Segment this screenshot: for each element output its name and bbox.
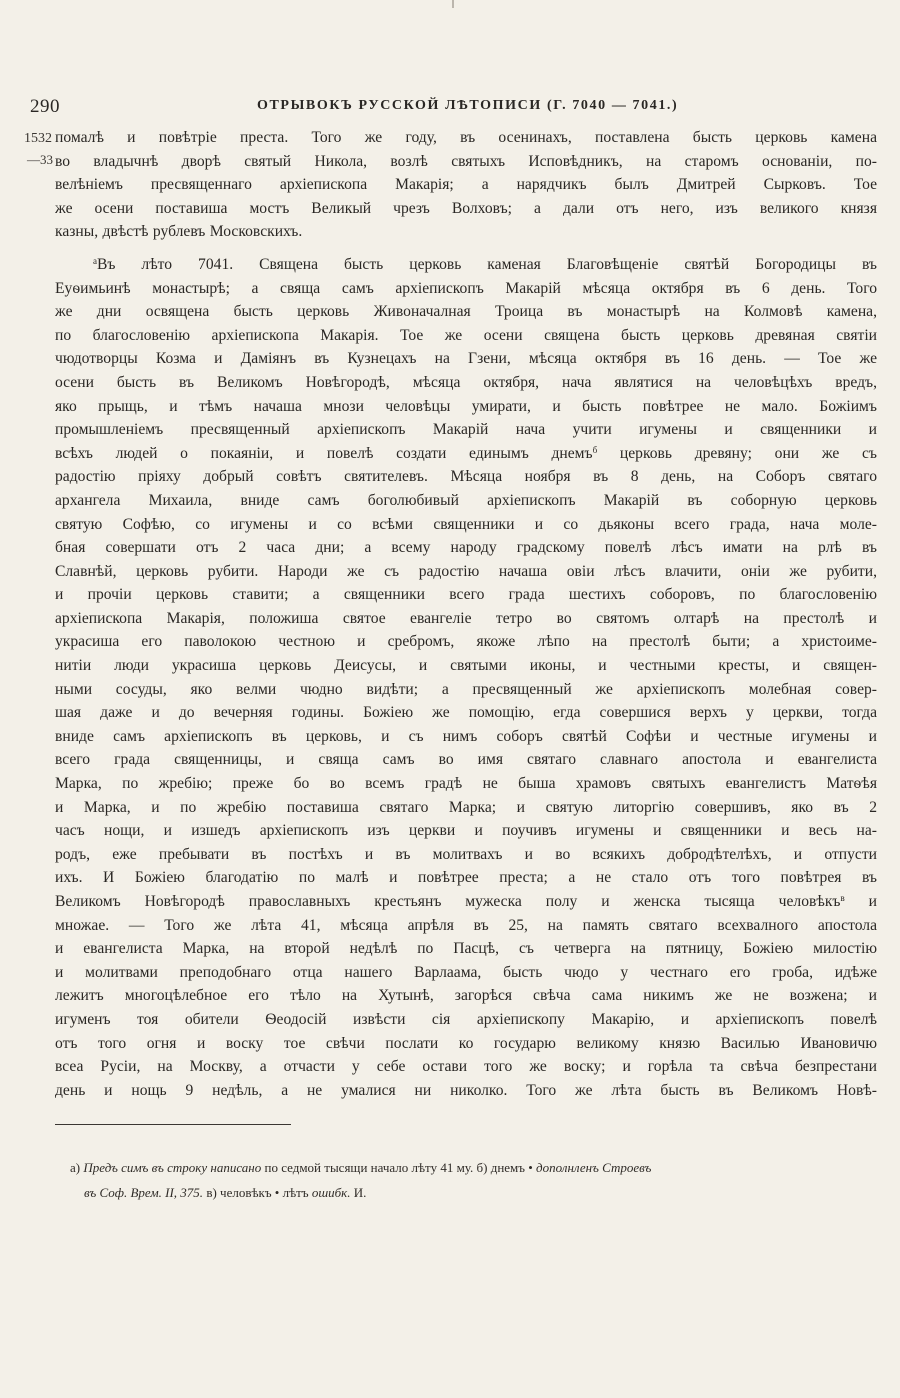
text-line: украсиша его паволокою честною и сребромъ, якоже лѣпо на престолѣ быти; а христоиме-	[55, 633, 877, 651]
text-line: архангела Михаила, вниде самъ боголюбивый архіепископъ Макарій въ соборную церковь	[55, 491, 877, 509]
text-line	[55, 442, 877, 466]
text-line: ихъ. И Божіею благодатію по малѣ и повѣтрее преста; а не стало отъ того повѣтрея въ	[55, 869, 877, 887]
paragraph-1	[55, 126, 877, 244]
text-line-content: Въ лѣто 7041. Священа бысть церковь каменая Благовѣщеніе святѣй Богородицы въ	[97, 255, 877, 273]
text-line: лежитъ многоцѣлебное его тѣло на Хутынѣ, загорѣся свѣча сама никимъ же не возжена; и	[55, 987, 877, 1005]
page-number: 290	[30, 96, 60, 117]
text-line: нитіи люди украсиша церковь Деисусы, и святыми иконы, и честными кресты, и священ-	[55, 657, 877, 675]
text-line: множае. — Того же лѣта 41, мѣсяца апрѣля въ 25, на память святаго всехвалного апостола	[55, 916, 877, 934]
footnote-v-end: И.	[350, 1185, 367, 1200]
footnote-b-text: днемъ •	[487, 1160, 533, 1175]
footnote-line	[70, 1155, 878, 1180]
footnote-marker-b: б	[592, 444, 598, 455]
text-line: помалѣ и повѣтріе преста. Того же году, въ осенинахъ, поставлена бысть церковь камена	[55, 129, 877, 146]
footnote-divider	[55, 1124, 291, 1125]
running-title: ОТРЫВОКЪ РУССКОЙ ЛѢТОПИСИ (Г. 7040 — 7041.)	[257, 98, 679, 113]
text-line: во владычнѣ дворѣ святый Никола, возлѣ святыхъ Исповѣдникъ, на старомъ основаніи, по-	[55, 152, 877, 170]
text-line: чюдотворцы Козма и Даміянъ въ Кузнецахъ на Гзени, мѣсяца октября въ 16 день. — Тое же	[55, 350, 877, 368]
text-line: Марка, по жребію; преже бо во всемъ градѣ не быша храмовъ святыхъ евангелистъ Матѳѣя	[55, 775, 877, 793]
footnote-label-v: в)	[203, 1185, 217, 1200]
footnote-label-a: а)	[70, 1160, 81, 1175]
text-line: по благословенію архіепископа Макарія. Тое же осени священа бысть церковь древяная святіи	[55, 326, 877, 344]
page-header	[30, 96, 880, 120]
footnote-a-text: по седмой тысящи начало лѣту 41 му.	[261, 1160, 474, 1175]
footnote-b-italic: дополнленъ Строевъ	[532, 1160, 652, 1175]
text-line: вниде самъ архіепископъ въ церковь, и съ нимъ соборъ святѣй Софѣи и честные игумены и	[55, 727, 877, 745]
text-line-content: Великомъ Новѣгородѣ православныхъ крестьянъ мужеска полу и женска тысяща человѣкъ	[55, 893, 841, 910]
footnote-line	[70, 1180, 878, 1205]
scan-mark	[452, 0, 454, 8]
text-line: осени бысть въ Великомъ Новѣгородѣ, мѣсяца октября, нача являтися на человѣцѣхъ вредъ,	[55, 373, 877, 391]
main-text	[55, 126, 877, 1102]
text-line: бная совершати отъ 2 часа дни; а всему народу градскому повелѣ лѣсъ имати на рлѣ въ	[55, 539, 877, 557]
text-line: шая даже и до вечерняя годины. Божіею же помощію, егда совершися верхъ у церкви, тогда	[55, 704, 877, 722]
text-line: велѣніемъ пресвященнаго архіепископа Макарія; а нарядчикъ былъ Дмитрей Сырковъ. Тое	[55, 176, 877, 194]
text-line: святую Софѣю, со игумены и со всѣми священники и со дьяконы всего града, нача моле-	[55, 515, 877, 533]
text-line: яко прыщь, и тѣмъ начаша мнози человѣцы умирати, и бысть повѣтрее не мало. Божіимъ	[55, 397, 877, 415]
text-line-tail: церковь древяну; они же съ	[597, 444, 877, 462]
footnote-marker-a: а	[93, 255, 97, 266]
text-line: и Марка, и по жребію поставиша святаго Марка; и святую литоргію совершивъ, яко въ 2	[55, 798, 877, 816]
text-line-content: всѣхъ людей о покаяніи, и повелѣ создати единымъ днемъ	[55, 444, 593, 462]
text-line: архіепископа Макарія, положиша святое евангеліе тетро во святомъ олтарѣ на престолѣ и	[55, 609, 877, 627]
text-line: игуменъ тоя обители Ѳеодосій извѣсти сія архіепископу Макарію, и архіепископъ повелѣ	[55, 1010, 877, 1028]
text-line: промышленіемъ пресвященный архіепископъ Макарій нача учити игумены и священники и	[55, 421, 877, 439]
text-line: же осени поставиша мостъ Великый чрезъ Волховъ; а дали отъ него, изъ великого князя	[55, 199, 877, 217]
paragraph-2	[55, 253, 877, 1102]
text-line: радостію пріяху добрый совѣтъ святителевъ. Мѣсяца ноября въ 8 день, на Соборъ святаго	[55, 468, 877, 486]
text-line: Славнѣй, церковь рубити. Народи же съ радостію начаша овіи лѣсъ влачити, оніи же рубити,	[55, 562, 877, 580]
footnote-label-b: б)	[473, 1160, 488, 1175]
text-line: родъ, еже пребывати въ постѣхъ и въ молитвахъ и во всякихъ добродѣтелѣхъ, и отпусти	[55, 845, 877, 863]
text-line: и прочіи церковь ставити; а священники всего града шестихъ соборовъ, по благословенію	[55, 586, 877, 604]
text-line: всеа Русіи, на Москву, а отчасти у себе остави того же воску; и горѣла та свѣча безпрестани	[55, 1058, 877, 1076]
footnote-marker-v: в	[840, 893, 845, 903]
footnotes	[70, 1155, 878, 1205]
text-line: отъ того огня и воску тое свѣчи послати ко государю великому князю Василью Ивановичю	[55, 1034, 877, 1052]
text-line: день и нощь 9 недѣль, а не умалися ни николко. Того же лѣта бысть въ Великомъ Новѣ-	[55, 1081, 877, 1099]
footnote-v-text: человѣкъ • лѣтъ	[216, 1185, 309, 1200]
text-line: часъ нощи, и изшедъ архіепископъ изъ церкви и поучивъ игумены и священники и весь на-	[55, 822, 877, 840]
text-line: и евангелиста Марка, на второй недѣлѣ по Пасцѣ, съ четверга на пятницу, Божіею милостію	[55, 940, 877, 958]
footnote-a-italic: Предъ симъ въ строку написано	[83, 1160, 262, 1175]
text-line	[55, 253, 877, 277]
footnote-b-source: въ Соф. Врем. II, 375.	[84, 1185, 204, 1200]
text-line: всего града священницы, и свяща самъ во имя святаго славнаго апостола и евангелиста	[55, 751, 877, 769]
margin-year-start: 1532	[24, 131, 52, 146]
text-line	[55, 890, 877, 914]
text-line: и молитвами преподобнаго отца нашего Варлаама, бысть чюдо у честнаго его гроба, идѣже	[55, 963, 877, 981]
margin-year-end: —33	[27, 152, 53, 167]
text-line: казны, двѣстѣ рублевъ Московскихъ.	[55, 223, 303, 241]
text-line: ными сосуды, яко велми чюдно видѣти; а пресвященный же архіепископъ молебная совер-	[55, 680, 877, 698]
text-line-tail: и	[844, 893, 877, 910]
text-line: Еуѳимьинѣ монастырѣ; а свяща самъ архіепископъ Макарій мѣсяца октября въ 6 день. Того	[55, 279, 877, 297]
footnote-v-italic: ошибк.	[308, 1185, 351, 1200]
text-line: же дни освящена бысть церковь Живоначалная Троица въ монастырѣ на Колмовѣ камена,	[55, 303, 877, 321]
